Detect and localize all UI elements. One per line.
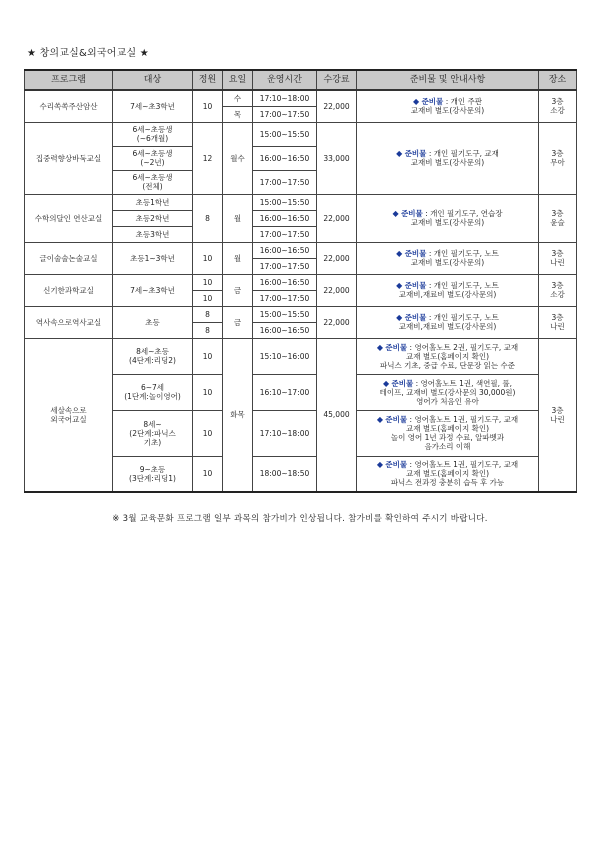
prep-label: 준비물: [401, 209, 423, 218]
note-line: 교재 별도(홈페이지 확인): [405, 469, 490, 479]
note-line: 교재 별도(홈페이지 확인): [405, 351, 490, 361]
program-notes: [357, 274, 539, 306]
note-line: 교재비,재료비 별도(강사문의): [398, 322, 497, 331]
program-notes: [357, 90, 539, 122]
prep-label: 준비물: [404, 149, 427, 158]
table-row: [25, 194, 577, 210]
program-target: 6세~초등생 (전체): [113, 170, 193, 194]
diamond-bullet-icon: ◆: [376, 460, 384, 470]
program-time: 16:10~17:00: [253, 374, 317, 410]
table-row: [25, 338, 577, 374]
prep-text: : 개인 필기도구, 노트: [426, 313, 499, 322]
program-time: 17:00~17:50: [253, 170, 317, 194]
table-row: [25, 306, 577, 322]
page-title-text: 창의교실&외국어교실: [39, 48, 137, 59]
program-target: 초등2학년: [113, 210, 193, 226]
program-place: 3층 윤슬: [539, 194, 577, 242]
program-day: 화목: [223, 338, 253, 492]
program-time: 17:00~17:50: [253, 258, 317, 274]
program-capacity: 10: [193, 274, 223, 290]
program-time: 15:10~16:00: [253, 338, 317, 374]
program-capacity: 10: [193, 374, 223, 410]
program-notes: [357, 306, 539, 338]
program-time: 16:00~16:50: [253, 242, 317, 258]
program-notes: [357, 410, 539, 456]
diamond-bullet-icon: ◆: [396, 281, 403, 290]
header-capacity: 정원: [193, 70, 223, 90]
program-capacity: 10: [193, 290, 223, 306]
program-time: 16:00~16:50: [253, 210, 317, 226]
program-notes: [357, 194, 539, 242]
program-name: 세살속으로 외국어교실: [25, 338, 113, 492]
prep-text: : 개인 필기도구, 교재: [426, 149, 499, 158]
prep-text: : 영어홀노트 2권, 필기도구, 교재: [407, 342, 519, 352]
program-fee: 22,000: [317, 306, 357, 338]
table-header-row: [25, 70, 577, 90]
program-notes: [357, 242, 539, 274]
program-name: 수학의달인 연산교실: [25, 194, 113, 242]
prep-label: 준비물: [385, 342, 408, 352]
star-icon: ★: [139, 48, 149, 59]
note-line: 음가소리 이해: [424, 442, 471, 451]
program-target: 8세~ (2단계:파닉스 기초): [113, 410, 193, 456]
diamond-bullet-icon: ◆: [376, 415, 384, 424]
program-capacity: 10: [193, 90, 223, 122]
note-line: 놀이 영어 1년 과정 수료, 알파벳과: [390, 433, 505, 442]
prep-label: 준비물: [421, 97, 444, 107]
program-capacity: 8: [193, 194, 223, 242]
program-day: 월: [223, 194, 253, 242]
header-fee: 수강료: [317, 70, 357, 90]
program-time: 17:10~18:00: [253, 410, 317, 456]
diamond-bullet-icon: ◆: [392, 209, 399, 218]
header-notes: 준비물 및 안내사항: [357, 70, 539, 90]
program-fee: 22,000: [317, 194, 357, 242]
header-time: 운영시간: [253, 70, 317, 90]
program-capacity: 10: [193, 456, 223, 492]
program-notes: [357, 374, 539, 410]
program-time: 15:00~15:50: [253, 122, 317, 146]
program-notes: [357, 338, 539, 374]
program-target: 초등: [113, 306, 193, 338]
prep-label: 준비물: [385, 460, 408, 470]
program-time: 16:00~16:50: [253, 274, 317, 290]
prep-text: : 영어홀노트 1권, 색연필, 풀,: [413, 378, 513, 388]
header-place: 장소: [539, 70, 577, 90]
program-place: 3층 무아: [539, 122, 577, 194]
program-capacity: 8: [193, 322, 223, 338]
program-target: 8세~초등 (4단계:리딩2): [113, 338, 193, 374]
program-name: 집중력향상바둑교실: [25, 122, 113, 194]
page-title: [27, 44, 149, 59]
prep-text: : 개인 주판: [443, 97, 482, 107]
program-target: 9~초등 (3단계:리딩1): [113, 456, 193, 492]
program-target: 초등1~3학년: [113, 242, 193, 274]
program-capacity: 10: [193, 242, 223, 274]
program-target: 초등1학년: [113, 194, 193, 210]
program-time: 15:00~15:50: [253, 194, 317, 210]
program-day: 수: [223, 90, 253, 106]
program-time: 17:00~17:50: [253, 106, 317, 122]
table-row: [25, 90, 577, 106]
program-day: 목: [223, 106, 253, 122]
note-line: 교재비 별도(강사문의): [410, 158, 485, 167]
program-place: 3층 소강: [539, 90, 577, 122]
program-name: 수리쏙쏙주산암산: [25, 90, 113, 122]
prep-label: 준비물: [404, 281, 427, 290]
note-line: 테이프, 교재비 별도(강사문의 30,000원): [379, 387, 516, 397]
program-day: 금: [223, 306, 253, 338]
program-fee: 22,000: [317, 274, 357, 306]
prep-text: : 개인 필기도구, 연습장: [422, 209, 503, 218]
program-name: 글이술술논술교실: [25, 242, 113, 274]
program-capacity: 10: [193, 338, 223, 374]
program-fee: 22,000: [317, 242, 357, 274]
program-time: 18:00~18:50: [253, 456, 317, 492]
program-target: 6세~초등생 (~2년): [113, 146, 193, 170]
table-row: [25, 242, 577, 258]
table-row: [25, 122, 577, 146]
prep-label: 준비물: [385, 415, 408, 424]
program-capacity: 8: [193, 306, 223, 322]
program-notes: [357, 456, 539, 492]
note-line: 교재 별도(홈페이지 확인): [405, 424, 490, 433]
diamond-bullet-icon: ◆: [382, 378, 390, 388]
program-day: 금: [223, 274, 253, 306]
prep-text: : 개인 필기도구, 노트: [426, 249, 499, 258]
program-target: 7세~초3학년: [113, 274, 193, 306]
program-notes: [357, 122, 539, 194]
program-place: 3층 나린: [539, 242, 577, 274]
program-target: 6세~초등생 (~6개월): [113, 122, 193, 146]
note-line: 영어가 처음인 유아: [416, 396, 479, 406]
diamond-bullet-icon: ◆: [396, 149, 403, 158]
note-line: 교재비 별도(강사문의): [410, 106, 485, 116]
diamond-bullet-icon: ◆: [396, 313, 403, 322]
program-target: 초등3학년: [113, 226, 193, 242]
note-line: 교재비,재료비 별도(강사문의): [398, 290, 497, 299]
footnote: ※ 3월 교육문화 프로그램 일부 과목의 참가비가 인상됩니다. 참가비를 확인하여 주시기 바랍니다.: [112, 514, 488, 524]
note-line: 교재비 별도(강사문의): [410, 258, 485, 267]
program-target: 7세~초3학년: [113, 90, 193, 122]
program-name: 신기한과학교실: [25, 274, 113, 306]
program-fee: 33,000: [317, 122, 357, 194]
program-day: 월: [223, 242, 253, 274]
program-day: 월수: [223, 122, 253, 194]
header-target: 대상: [113, 70, 193, 90]
note-line: 교재비 별도(강사문의): [410, 218, 485, 227]
program-place: 3층 나린: [539, 338, 577, 492]
prep-text: : 영어홀노트 1권, 필기도구, 교재: [407, 460, 519, 470]
program-time: 15:00~15:50: [253, 306, 317, 322]
program-capacity: 10: [193, 410, 223, 456]
diamond-bullet-icon: ◆: [396, 249, 403, 258]
header-program: 프로그램: [25, 70, 113, 90]
header-day: 요일: [223, 70, 253, 90]
prep-label: 준비물: [391, 378, 414, 388]
star-icon: ★: [27, 48, 37, 59]
program-time: 17:00~17:50: [253, 226, 317, 242]
program-fee: 45,000: [317, 338, 357, 492]
schedule-table: [24, 69, 577, 493]
program-fee: 22,000: [317, 90, 357, 122]
program-place: 3층 소강: [539, 274, 577, 306]
program-time: 16:00~16:50: [253, 322, 317, 338]
program-place: 3층 나린: [539, 306, 577, 338]
prep-text: : 영어홀노트 1권, 필기도구, 교재: [407, 415, 519, 424]
program-target: 6~7세 (1단계:놀이영어): [113, 374, 193, 410]
prep-text: : 개인 필기도구, 노트: [426, 281, 499, 290]
program-time: 17:00~17:50: [253, 290, 317, 306]
program-capacity: 12: [193, 122, 223, 194]
prep-label: 준비물: [404, 313, 427, 322]
program-time: 16:00~16:50: [253, 146, 317, 170]
table-row: [25, 274, 577, 290]
prep-label: 준비물: [404, 249, 427, 258]
note-line: 파닉스 전과정 충분히 습득 후 가능: [390, 478, 505, 488]
note-line: 파닉스 기초, 중급 수료, 단문장 읽는 수준: [380, 360, 515, 370]
program-time: 17:10~18:00: [253, 90, 317, 106]
diamond-bullet-icon: ◆: [376, 342, 384, 352]
program-name: 역사속으로역사교실: [25, 306, 113, 338]
diamond-bullet-icon: ◆: [413, 97, 420, 107]
